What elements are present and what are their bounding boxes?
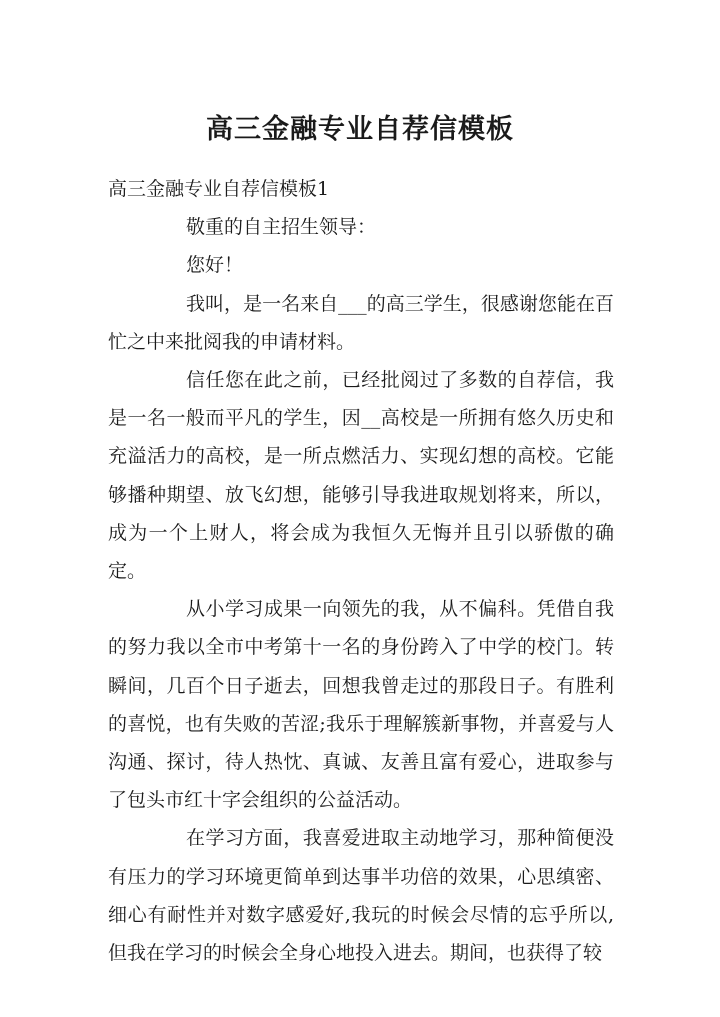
document-title: 高三金融专业自荐信模板 xyxy=(206,114,514,145)
paragraph-introduction: 我叫，是一名来自___的高三学生，很感谢您能在百忙之中来批阅我的申请材料。 xyxy=(108,292,614,353)
greeting: 您好！ xyxy=(186,254,244,277)
paragraph-study: 在学习方面，我喜爱进取主动地学习，那种简便没有压力的学习环境更简单到达事半功倍的效果，心思缜密、细心有耐性并对数字感爱好,我玩的时候会尽情的忘乎所以,但我在学习的时候会全身心地投入进去。期间，也获得了较 xyxy=(108,827,614,965)
paragraph-motivation: 信任您在此之前，已经批阅过了多数的自荐信，我是一名一般而平凡的学生，因__高校是一所拥有悠久历史和充溢活力的高校，是一所点燃活力、实现幻想的高校。它能够播种期望、放飞幻想，能够引导我进取规划将来，所以，成为一个上财人，将会成为我恒久无悔并且引以骄傲的确定。 xyxy=(108,369,614,583)
document-body xyxy=(108,170,614,972)
section-heading: 高三金融专业自荐信模板1 xyxy=(108,178,330,200)
paragraph-background: 从小学习成果一向领先的我，从不偏科。凭借自我的努力我以全市中考第十一名的身份跨入了中学的校门。转瞬间，几百个日子逝去，回想我曾走过的那段日子。有胜利的喜悦，也有失败的苦涩;我乐于理解簇新事物，并喜爱与人沟通、探讨，待人热忱、真诚、友善且富有爱心，进取参与了包头市红十字会组织的公益活动。 xyxy=(108,598,614,812)
salutation: 敬重的自主招生领导： xyxy=(186,216,377,239)
